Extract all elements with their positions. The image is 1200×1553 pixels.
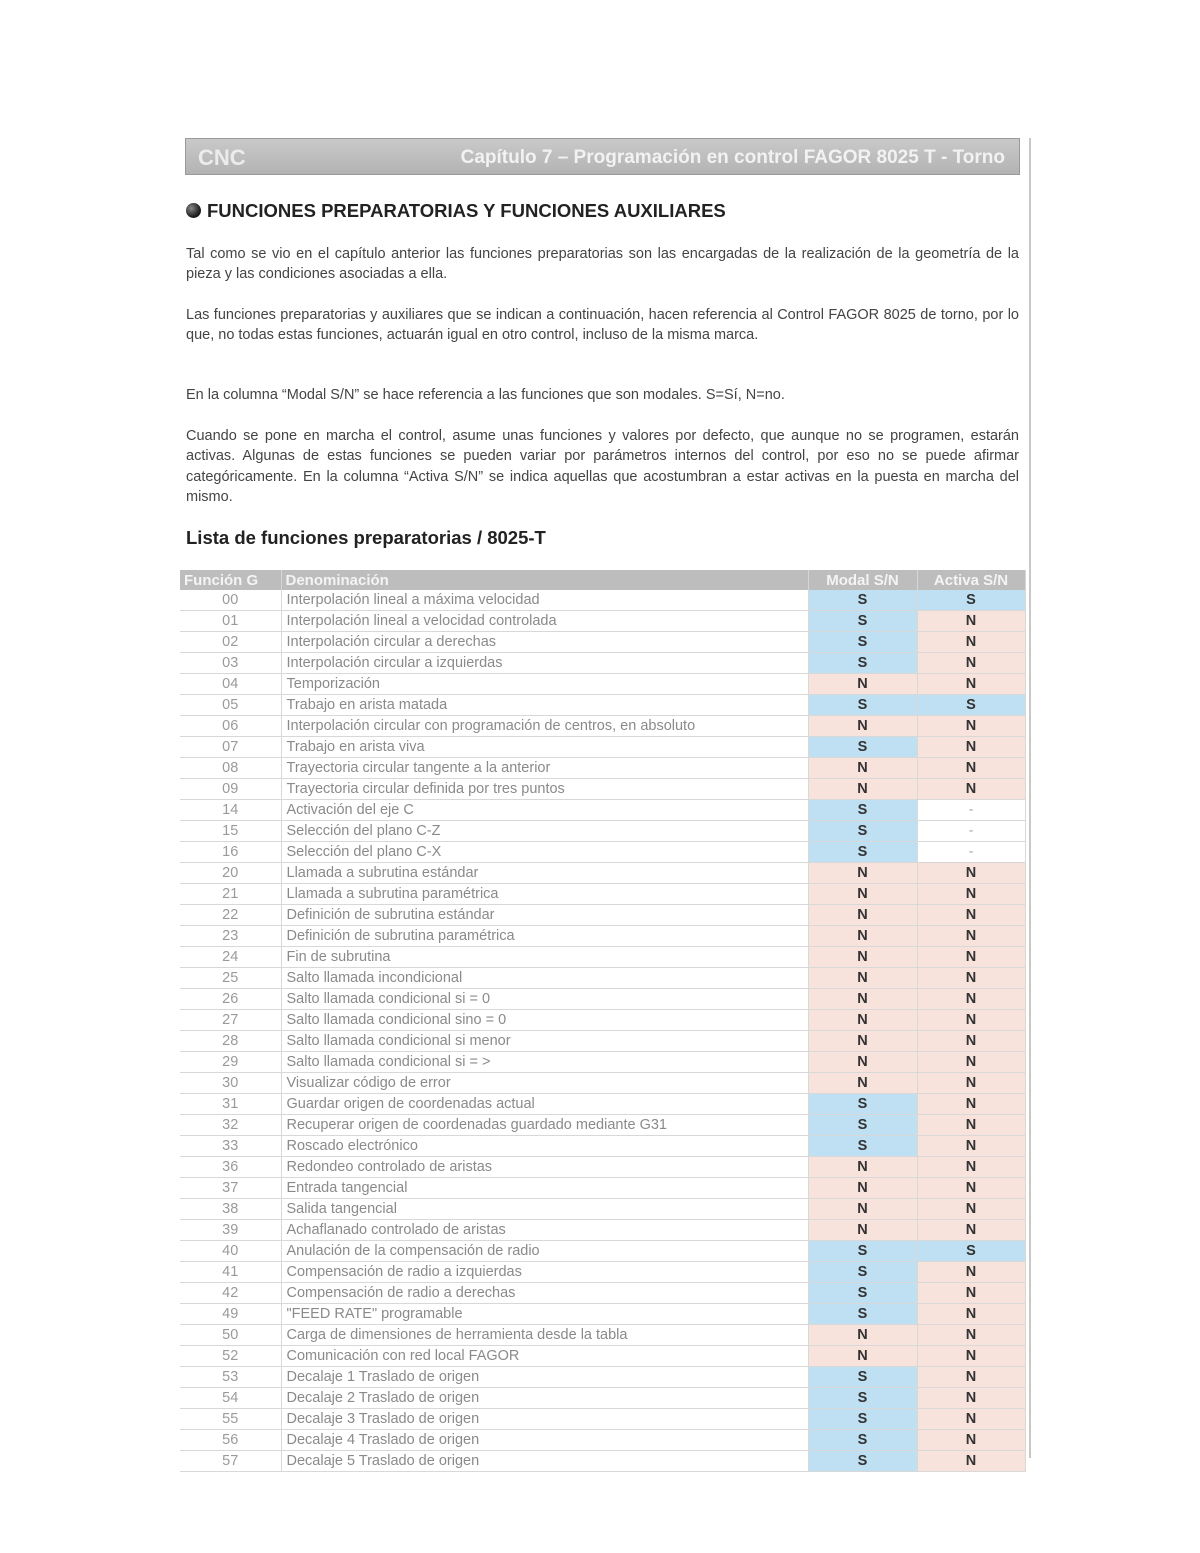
table-row <box>180 758 1025 779</box>
cell-function-g: 24 <box>180 947 281 968</box>
cell-modal: N <box>808 884 917 905</box>
cell-activa: N <box>917 1283 1025 1304</box>
page-right-border <box>1029 138 1031 1458</box>
cell-denominacion: Salto llamada condicional sino = 0 <box>281 1010 808 1031</box>
cell-denominacion: Redondeo controlado de aristas <box>281 1157 808 1178</box>
table-row <box>180 1367 1025 1388</box>
cell-denominacion: Llamada a subrutina estándar <box>281 863 808 884</box>
cell-denominacion: Interpolación circular a derechas <box>281 632 808 653</box>
table-row <box>180 842 1025 863</box>
cell-modal: N <box>808 1178 917 1199</box>
table-row <box>180 674 1025 695</box>
cell-denominacion: Decalaje 4 Traslado de origen <box>281 1430 808 1451</box>
cell-function-g: 23 <box>180 926 281 947</box>
table-row <box>180 1136 1025 1157</box>
cell-denominacion: Guardar origen de coordenadas actual <box>281 1094 808 1115</box>
table-row <box>180 1241 1025 1262</box>
cell-modal: N <box>808 1073 917 1094</box>
header-modal: Modal S/N <box>808 570 917 590</box>
cell-function-g: 56 <box>180 1430 281 1451</box>
cell-modal: S <box>808 632 917 653</box>
cell-denominacion: "FEED RATE" programable <box>281 1304 808 1325</box>
table-row <box>180 1052 1025 1073</box>
cell-function-g: 06 <box>180 716 281 737</box>
paragraph-4: Cuando se pone en marcha el control, asume unas funciones y valores por defecto, que aunque no se programen, estarán activas. Algunas de estas funciones se pueden variar por parámetros internos del control, por eso no se puede afirmar categóricamente. En la columna “Activa S/N” se indica aquellas que acostumbran a estar activas en la puesta en marcha del mismo. <box>186 428 1019 505</box>
table-row <box>180 590 1025 611</box>
cell-function-g: 50 <box>180 1325 281 1346</box>
table-row <box>180 1199 1025 1220</box>
cell-function-g: 31 <box>180 1094 281 1115</box>
table-row <box>180 779 1025 800</box>
cell-function-g: 07 <box>180 737 281 758</box>
cell-modal: N <box>808 779 917 800</box>
table-row <box>180 1304 1025 1325</box>
cell-function-g: 36 <box>180 1157 281 1178</box>
cell-modal: S <box>808 1409 917 1430</box>
cell-activa: N <box>917 884 1025 905</box>
cell-activa: N <box>917 1388 1025 1409</box>
table-row <box>180 653 1025 674</box>
cell-modal: S <box>808 1241 917 1262</box>
section-title-text: FUNCIONES PREPARATORIAS Y FUNCIONES AUXILIARES <box>207 200 726 221</box>
cell-modal: N <box>808 1052 917 1073</box>
bullet-icon <box>186 203 201 218</box>
cell-activa: N <box>917 653 1025 674</box>
cell-modal: N <box>808 926 917 947</box>
cell-denominacion: Trayectoria circular definida por tres puntos <box>281 779 808 800</box>
cell-denominacion: Trabajo en arista matada <box>281 695 808 716</box>
table-row <box>180 1157 1025 1178</box>
cell-modal: N <box>808 947 917 968</box>
cell-function-g: 15 <box>180 821 281 842</box>
table-row <box>180 863 1025 884</box>
cell-function-g: 04 <box>180 674 281 695</box>
cell-denominacion: Salto llamada condicional si menor <box>281 1031 808 1052</box>
cell-modal: S <box>808 695 917 716</box>
table-row <box>180 800 1025 821</box>
cell-function-g: 53 <box>180 1367 281 1388</box>
cell-modal: N <box>808 1010 917 1031</box>
cell-denominacion: Fin de subrutina <box>281 947 808 968</box>
table-row <box>180 611 1025 632</box>
cell-function-g: 14 <box>180 800 281 821</box>
chapter-title: Capítulo 7 – Programación en control FAGOR 8025 T - Torno <box>460 147 1005 168</box>
list-title: Lista de funciones preparatorias / 8025-T <box>186 527 546 548</box>
cell-modal: S <box>808 1430 917 1451</box>
cell-activa: N <box>917 1409 1025 1430</box>
cell-denominacion: Salto llamada incondicional <box>281 968 808 989</box>
cell-activa: S <box>917 695 1025 716</box>
cell-function-g: 55 <box>180 1409 281 1430</box>
table-row <box>180 1409 1025 1430</box>
table-row <box>180 1178 1025 1199</box>
cell-function-g: 00 <box>180 590 281 611</box>
table-row <box>180 968 1025 989</box>
cell-activa: N <box>917 632 1025 653</box>
cell-activa: - <box>917 800 1025 821</box>
cell-modal: S <box>808 590 917 611</box>
cell-activa: S <box>917 1241 1025 1262</box>
cell-modal: N <box>808 1220 917 1241</box>
cell-function-g: 29 <box>180 1052 281 1073</box>
cnc-label: CNC <box>198 145 246 170</box>
cell-modal: S <box>808 1304 917 1325</box>
cell-modal: N <box>808 1199 917 1220</box>
cell-activa: N <box>917 1178 1025 1199</box>
cell-denominacion: Achaflanado controlado de aristas <box>281 1220 808 1241</box>
cell-activa: N <box>917 1325 1025 1346</box>
cell-activa: N <box>917 1052 1025 1073</box>
table-row <box>180 1346 1025 1367</box>
cell-denominacion: Comunicación con red local FAGOR <box>281 1346 808 1367</box>
table-row <box>180 1031 1025 1052</box>
cell-activa: N <box>917 1304 1025 1325</box>
cell-denominacion: Interpolación lineal a máxima velocidad <box>281 590 808 611</box>
cell-denominacion: Salto llamada condicional si = 0 <box>281 989 808 1010</box>
cell-denominacion: Activación del eje C <box>281 800 808 821</box>
cell-function-g: 21 <box>180 884 281 905</box>
cell-denominacion: Entrada tangencial <box>281 1178 808 1199</box>
cell-modal: S <box>808 800 917 821</box>
cell-denominacion: Trayectoria circular tangente a la anterior <box>281 758 808 779</box>
paragraph-3: En la columna “Modal S/N” se hace referencia a las funciones que son modales. S=Sí, N=no. <box>186 387 785 403</box>
cell-activa: S <box>917 590 1025 611</box>
table-row <box>180 1283 1025 1304</box>
cell-activa: N <box>917 611 1025 632</box>
cell-function-g: 49 <box>180 1304 281 1325</box>
cell-function-g: 01 <box>180 611 281 632</box>
cell-modal: S <box>808 1283 917 1304</box>
cell-activa: N <box>917 737 1025 758</box>
table-row <box>180 926 1025 947</box>
cell-denominacion: Temporización <box>281 674 808 695</box>
cell-denominacion: Interpolación lineal a velocidad controlada <box>281 611 808 632</box>
cell-denominacion: Interpolación circular a izquierdas <box>281 653 808 674</box>
cell-activa: N <box>917 1031 1025 1052</box>
cell-modal: S <box>808 611 917 632</box>
paragraph-2: Las funciones preparatorias y auxiliares que se indican a continuación, hacen referencia al Control FAGOR 8025 de torno, por lo que, no todas estas funciones, actuarán igual en otro control, incluso de la misma marca. <box>186 307 1019 344</box>
cell-modal: S <box>808 1451 917 1472</box>
cell-function-g: 22 <box>180 905 281 926</box>
header-denominacion: Denominación <box>281 570 808 590</box>
cell-modal: S <box>808 1388 917 1409</box>
cell-activa: N <box>917 1115 1025 1136</box>
cell-function-g: 39 <box>180 1220 281 1241</box>
cell-denominacion: Carga de dimensiones de herramienta desde la tabla <box>281 1325 808 1346</box>
cell-activa: - <box>917 821 1025 842</box>
cell-activa: N <box>917 1157 1025 1178</box>
cell-function-g: 32 <box>180 1115 281 1136</box>
table-header-row <box>180 570 1025 590</box>
table-row <box>180 1073 1025 1094</box>
cell-modal: N <box>808 1157 917 1178</box>
table-row <box>180 695 1025 716</box>
cell-function-g: 27 <box>180 1010 281 1031</box>
table-row <box>180 1451 1025 1472</box>
cell-denominacion: Trabajo en arista viva <box>281 737 808 758</box>
cell-modal: S <box>808 737 917 758</box>
cell-function-g: 30 <box>180 1073 281 1094</box>
paragraph-1: Tal como se vio en el capítulo anterior las funciones preparatorias son las encargadas de la realización de la geometría de la pieza y las condiciones asociadas a ella. <box>186 246 1019 283</box>
table-row <box>180 947 1025 968</box>
table-row <box>180 716 1025 737</box>
cell-denominacion: Compensación de radio a izquierdas <box>281 1262 808 1283</box>
cell-denominacion: Selección del plano C-X <box>281 842 808 863</box>
cell-modal: S <box>808 1136 917 1157</box>
cell-activa: N <box>917 1430 1025 1451</box>
table-row <box>180 1262 1025 1283</box>
cell-activa: N <box>917 863 1025 884</box>
cell-modal: N <box>808 989 917 1010</box>
cell-denominacion: Decalaje 3 Traslado de origen <box>281 1409 808 1430</box>
table-row <box>180 1115 1025 1136</box>
cell-function-g: 26 <box>180 989 281 1010</box>
table-row <box>180 821 1025 842</box>
cell-function-g: 33 <box>180 1136 281 1157</box>
cell-denominacion: Salida tangencial <box>281 1199 808 1220</box>
cell-modal: S <box>808 653 917 674</box>
cell-modal: N <box>808 758 917 779</box>
cell-modal: N <box>808 716 917 737</box>
chapter-banner <box>185 138 1020 175</box>
cell-activa: N <box>917 779 1025 800</box>
cell-activa: N <box>917 716 1025 737</box>
cell-function-g: 25 <box>180 968 281 989</box>
cell-function-g: 52 <box>180 1346 281 1367</box>
table-row <box>180 1220 1025 1241</box>
cell-modal: S <box>808 821 917 842</box>
cell-function-g: 05 <box>180 695 281 716</box>
cell-activa: N <box>917 1451 1025 1472</box>
cell-modal: S <box>808 842 917 863</box>
cell-function-g: 54 <box>180 1388 281 1409</box>
cell-denominacion: Anulación de la compensación de radio <box>281 1241 808 1262</box>
cell-denominacion: Roscado electrónico <box>281 1136 808 1157</box>
cell-denominacion: Decalaje 1 Traslado de origen <box>281 1367 808 1388</box>
cell-function-g: 38 <box>180 1199 281 1220</box>
table-row <box>180 1430 1025 1451</box>
cell-modal: N <box>808 863 917 884</box>
cell-denominacion: Decalaje 5 Traslado de origen <box>281 1451 808 1472</box>
cell-denominacion: Recuperar origen de coordenadas guardado mediante G31 <box>281 1115 808 1136</box>
table-row <box>180 737 1025 758</box>
cell-function-g: 41 <box>180 1262 281 1283</box>
cell-denominacion: Definición de subrutina paramétrica <box>281 926 808 947</box>
cell-denominacion: Compensación de radio a derechas <box>281 1283 808 1304</box>
cell-function-g: 57 <box>180 1451 281 1472</box>
cell-modal: S <box>808 1115 917 1136</box>
cell-denominacion: Definición de subrutina estándar <box>281 905 808 926</box>
cell-activa: N <box>917 1010 1025 1031</box>
cell-activa: N <box>917 758 1025 779</box>
cell-modal: N <box>808 674 917 695</box>
table-row <box>180 1388 1025 1409</box>
cell-activa: N <box>917 905 1025 926</box>
cell-denominacion: Salto llamada condicional si = > <box>281 1052 808 1073</box>
cell-modal: N <box>808 1325 917 1346</box>
table-row <box>180 884 1025 905</box>
cell-activa: N <box>917 1367 1025 1388</box>
cell-activa: N <box>917 989 1025 1010</box>
cell-function-g: 37 <box>180 1178 281 1199</box>
table-row <box>180 632 1025 653</box>
table-row <box>180 905 1025 926</box>
cell-activa: N <box>917 1346 1025 1367</box>
cell-modal: N <box>808 968 917 989</box>
cell-function-g: 03 <box>180 653 281 674</box>
cell-modal: S <box>808 1094 917 1115</box>
cell-function-g: 08 <box>180 758 281 779</box>
cell-denominacion: Decalaje 2 Traslado de origen <box>281 1388 808 1409</box>
cell-activa: N <box>917 1136 1025 1157</box>
cell-denominacion: Selección del plano C-Z <box>281 821 808 842</box>
table-row <box>180 989 1025 1010</box>
table-row <box>180 1325 1025 1346</box>
section-title <box>186 200 726 222</box>
cell-modal: S <box>808 1367 917 1388</box>
cell-activa: N <box>917 674 1025 695</box>
cell-modal: N <box>808 905 917 926</box>
cell-activa: N <box>917 1199 1025 1220</box>
cell-activa: N <box>917 1094 1025 1115</box>
cell-modal: N <box>808 1346 917 1367</box>
cell-activa: N <box>917 1262 1025 1283</box>
functions-table <box>180 570 1026 1472</box>
table-row <box>180 1010 1025 1031</box>
cell-activa: - <box>917 842 1025 863</box>
header-activa: Activa S/N <box>917 570 1025 590</box>
cell-function-g: 02 <box>180 632 281 653</box>
cell-function-g: 09 <box>180 779 281 800</box>
table-row <box>180 1094 1025 1115</box>
cell-function-g: 28 <box>180 1031 281 1052</box>
cell-activa: N <box>917 1220 1025 1241</box>
header-function-g: Función G <box>180 570 281 590</box>
cell-activa: N <box>917 968 1025 989</box>
cell-function-g: 42 <box>180 1283 281 1304</box>
cell-function-g: 40 <box>180 1241 281 1262</box>
cell-function-g: 20 <box>180 863 281 884</box>
cell-activa: N <box>917 1073 1025 1094</box>
cell-denominacion: Visualizar código de error <box>281 1073 808 1094</box>
cell-denominacion: Interpolación circular con programación de centros, en absoluto <box>281 716 808 737</box>
cell-modal: S <box>808 1262 917 1283</box>
cell-function-g: 16 <box>180 842 281 863</box>
cell-activa: N <box>917 926 1025 947</box>
cell-denominacion: Llamada a subrutina paramétrica <box>281 884 808 905</box>
cell-modal: N <box>808 1031 917 1052</box>
cell-activa: N <box>917 947 1025 968</box>
